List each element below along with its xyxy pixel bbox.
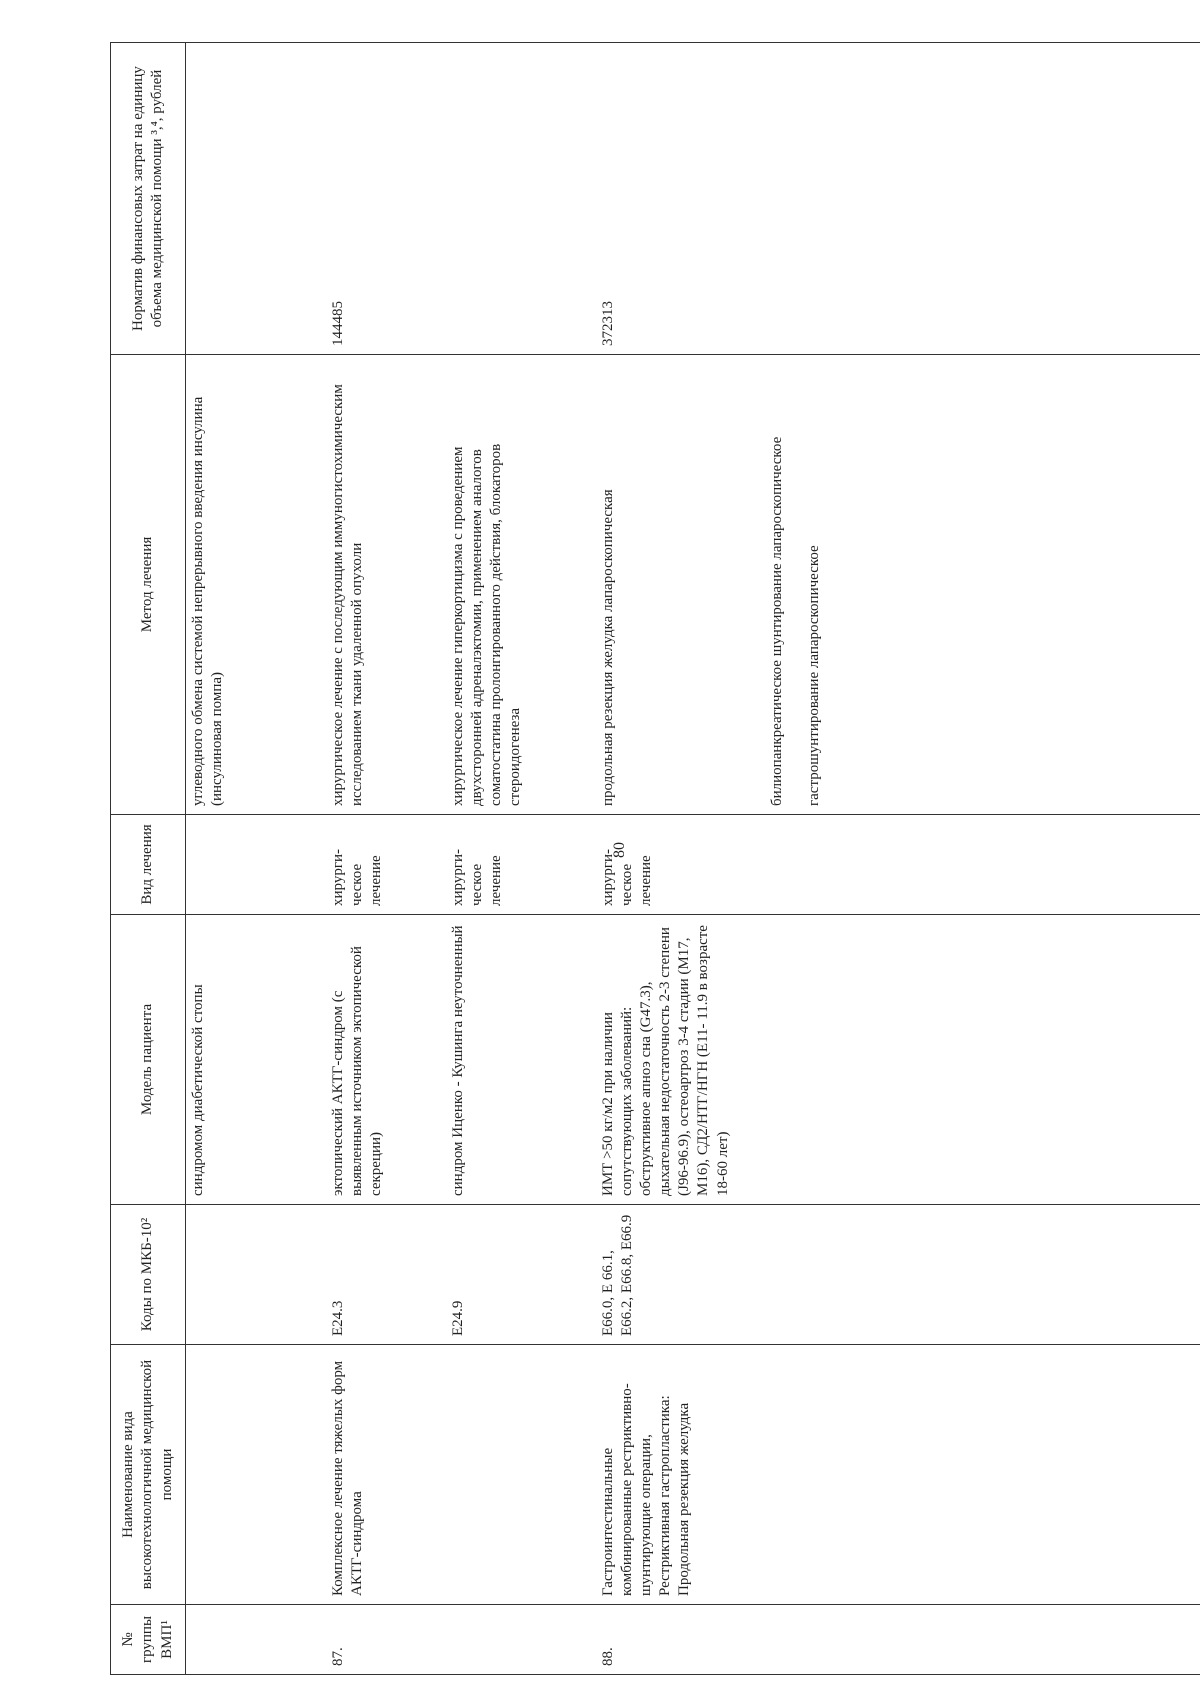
cell-name: [186, 1345, 326, 1605]
cell-cost: 372313: [596, 43, 1200, 355]
cell-codes: E66.0, E 66.1, E66.2, E66.8, E66.9: [596, 1205, 1200, 1345]
cell-method: [446, 355, 596, 815]
cell-model: синдром Иценко - Кушинга неуточненный: [446, 915, 596, 1205]
method-item: хирургическое лечение гиперкортицизма с проведением двухсторонней адреналэктомии, применением аналогов соматостатина пролонгированного действия, блокаторов стероидогенеза: [449, 443, 524, 806]
method-item: продольная резекция желудка лапароскопическая: [599, 489, 616, 806]
header-codes: Коды по МКБ-10²: [111, 1205, 186, 1345]
cell-method: [186, 355, 326, 815]
cell-name: [446, 1345, 596, 1605]
page-number: 80: [611, 842, 628, 858]
cell-method: [596, 355, 1200, 815]
vmp-table: [110, 42, 1200, 1675]
table-row: [326, 43, 446, 1675]
table-row: [596, 43, 1200, 1675]
header-row: [111, 43, 186, 1675]
cell-group: [446, 1605, 596, 1675]
cell-model: ИМТ >50 кг/м2 при наличии сопутствующих заболеваний: обструктивное апноэ сна (G47.3), дыхательная недостаточность 2-3 степени (J96-96.9), остеоартроз 3-4 стадии (M17, M16), СД2/НТГ/НГН (E11- 11.9 в возрасте 18-60 лет): [596, 915, 1200, 1205]
cell-cost: 144485: [326, 43, 446, 355]
cell-treatment: хирурги-ческое лечение: [446, 815, 596, 915]
cell-cost: [186, 43, 326, 355]
header-model: Модель пациента: [111, 915, 186, 1205]
method-item: гастрошунтирование лапароскопическое: [805, 545, 822, 806]
cell-treatment: хирурги-ческое лечение: [596, 815, 1200, 915]
cell-name: Комплексное лечение тяжелых форм АКТГ-синдрома: [326, 1345, 446, 1605]
header-treatment: Вид лечения: [111, 815, 186, 915]
cell-codes: E24.9: [446, 1205, 596, 1345]
cell-name: Гастроинтестинальные комбинированные рестриктивно- шунтирующие операции, Рестриктивная гастропластика: Продольная резекция желудка: [596, 1345, 1200, 1605]
cell-model: эктопический АКТГ-синдром (с выявленным источником эктопической секреции): [326, 915, 446, 1205]
header-cost: Норматив финансовых затрат на единицу объема медицинской помощи ³,⁴, рублей: [111, 43, 186, 355]
header-group: № группы ВМП¹: [111, 1605, 186, 1675]
cell-group: 88.: [596, 1605, 1200, 1675]
table-row: [186, 43, 326, 1675]
cell-treatment: [186, 815, 326, 915]
cell-group: 87.: [326, 1605, 446, 1675]
method-item: билиопанкреатическое шунтирование лапароскопическое: [768, 436, 785, 806]
method-item: хирургическое лечение с последующим иммуногистохимическим исследованием ткани удаленной опухоли: [329, 384, 365, 806]
method-item: углеводного обмена системой непрерывного введения инсулина (инсулиновая помпа): [190, 396, 226, 806]
cell-codes: E24.3: [326, 1205, 446, 1345]
cell-codes: [186, 1205, 326, 1345]
cell-treatment: хирурги-ческое лечение: [326, 815, 446, 915]
cell-model: синдромом диабетической стопы: [186, 915, 326, 1205]
header-method: Метод лечения: [111, 355, 186, 815]
cell-method: [326, 355, 446, 815]
table-row: [446, 43, 596, 1675]
rotated-page: [110, 43, 1200, 1675]
cell-group: [186, 1605, 326, 1675]
header-name: Наименование вида высокотехнологичной медицинской помощи: [111, 1345, 186, 1605]
cell-cost: [446, 43, 596, 355]
